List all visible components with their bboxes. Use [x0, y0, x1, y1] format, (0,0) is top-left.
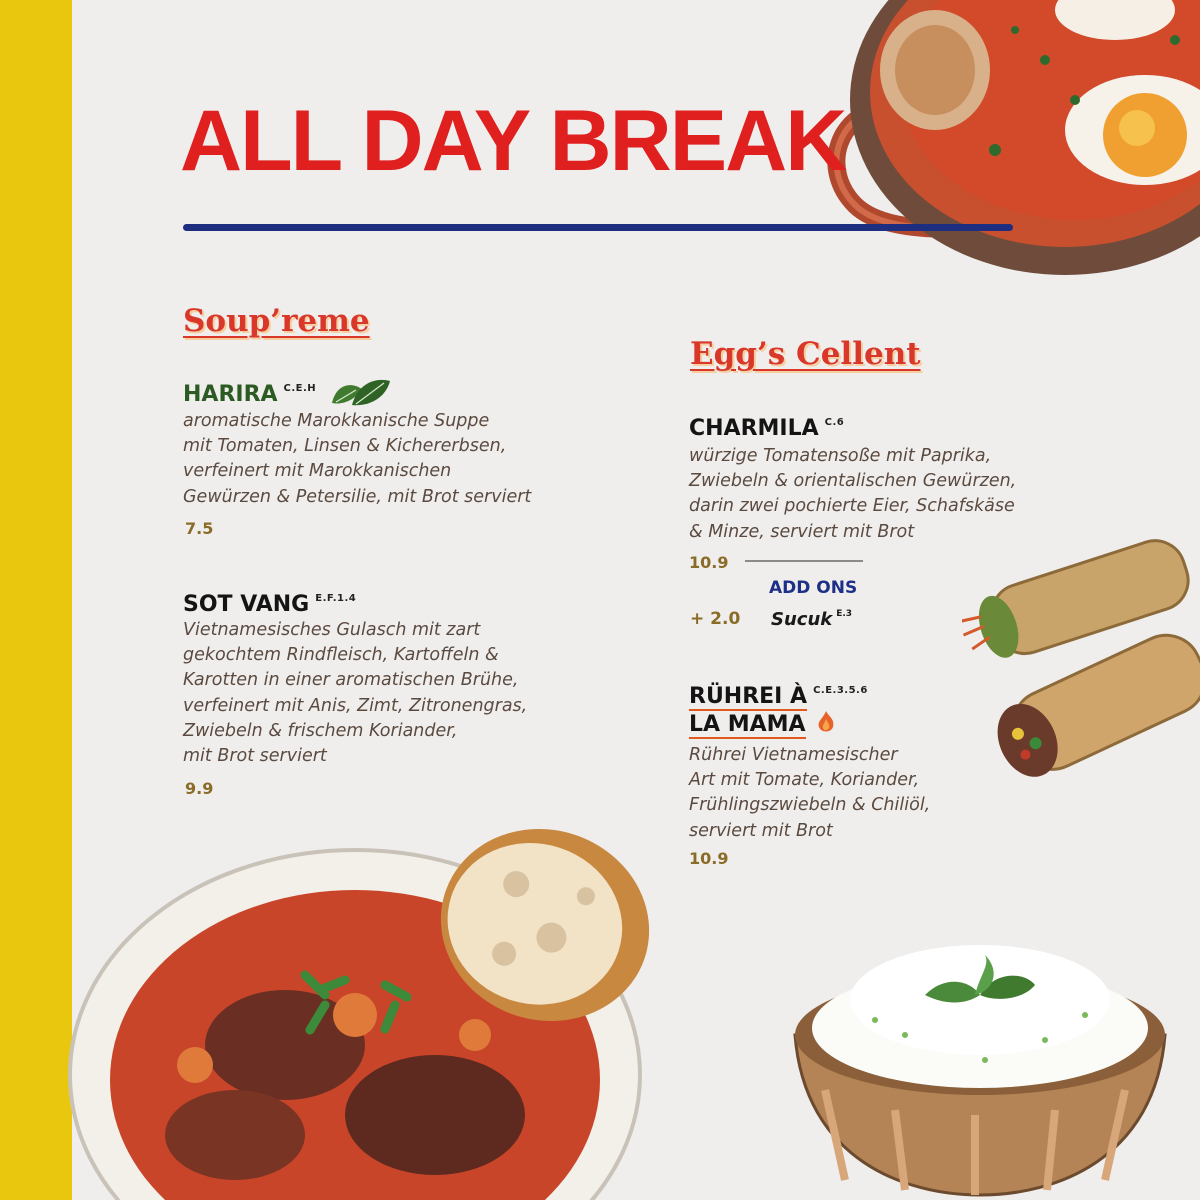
chili-fire-icon — [815, 709, 837, 735]
description-line: Karotten in einer aromatischen Brühe, — [183, 670, 519, 691]
description-line: gekochtem Rindfleisch, Kartoffeln & — [183, 645, 499, 666]
allergen-codes: C.E.3.5.6 — [813, 685, 868, 696]
title-divider — [183, 224, 1013, 231]
description-line: Vietnamesisches Gulasch mit zart — [183, 620, 481, 640]
price-ruehrei: 10.9 — [689, 849, 729, 868]
menu-title: ALL DAY BREAK — [180, 93, 846, 189]
section-title-soup: Soup’reme — [183, 303, 370, 339]
description-line: Rührei Vietnamesischer — [689, 745, 898, 765]
dish-name-line-1: RÜHREI À — [689, 684, 808, 709]
dish-name-text: HARIRA — [183, 382, 278, 407]
allergen-codes: C.6 — [824, 417, 845, 428]
price-harira: 7.5 — [185, 519, 214, 538]
description-line: verfeinert mit Marokkanischen — [183, 461, 452, 482]
allergen-codes: E.3 — [836, 609, 853, 619]
dish-description-sot-vang — [183, 618, 527, 769]
allergen-codes: C.E.H — [283, 383, 317, 394]
addon-name-sucuk — [771, 609, 852, 630]
description-line: Zwiebeln & orientalischen Gewürzen, — [689, 471, 1017, 492]
addon-price-sucuk: + 2.0 — [690, 609, 741, 629]
description-line: Frühlingszwiebeln & Chiliöl, — [689, 795, 931, 816]
addons-label: ADD ONS — [769, 578, 858, 598]
shakshuka-pan-illustration — [815, 0, 1200, 275]
dish-description-charmila — [689, 444, 1016, 545]
description-line: darin zwei pochierte Eier, Schafskäse — [689, 496, 1015, 517]
description-line: verfeinert mit Anis, Zimt, Zitronengras, — [183, 695, 528, 716]
leaf-icon — [328, 375, 394, 409]
section-title-eggs: Egg’s Cellent — [690, 336, 921, 372]
description-line: serviert mit Brot — [689, 820, 833, 841]
description-line: aromatische Marokkanische Suppe — [183, 411, 490, 431]
dish-name-charmila — [689, 410, 844, 441]
description-line: Art mit Tomate, Koriander, — [689, 770, 920, 791]
wrap-illustration — [962, 535, 1200, 785]
description-line: würzige Tomatensoße mit Paprika, — [689, 446, 992, 466]
description-line: & Minze, serviert mit Brot — [689, 521, 915, 542]
dish-name-text: SOT VANG — [183, 592, 310, 617]
dish-description-harira — [183, 409, 531, 510]
description-line: Zwiebeln & frischem Koriander, — [183, 720, 458, 741]
description-line: Gewürzen & Petersilie, mit Brot serviert — [183, 486, 532, 507]
dish-name-sot-vang — [183, 586, 356, 617]
description-line: mit Brot serviert — [183, 746, 327, 767]
rice-bowl-illustration — [785, 940, 1175, 1200]
dish-description-ruehrei — [689, 743, 930, 844]
addons-divider — [745, 560, 863, 562]
dish-name-harira — [183, 375, 394, 409]
stew-bowl-illustration — [55, 815, 665, 1200]
dish-name-line-2: LA MAMA — [689, 712, 806, 737]
allergen-codes: E.F.1.4 — [315, 593, 357, 604]
dish-name-ruehrei — [689, 678, 868, 737]
dish-name-text: CHARMILA — [689, 416, 819, 441]
price-sot-vang: 9.9 — [185, 779, 214, 798]
addon-name-text: Sucuk — [771, 609, 833, 630]
description-line: mit Tomaten, Linsen & Kichererbsen, — [183, 436, 507, 457]
price-charmila: 10.9 — [689, 553, 729, 572]
